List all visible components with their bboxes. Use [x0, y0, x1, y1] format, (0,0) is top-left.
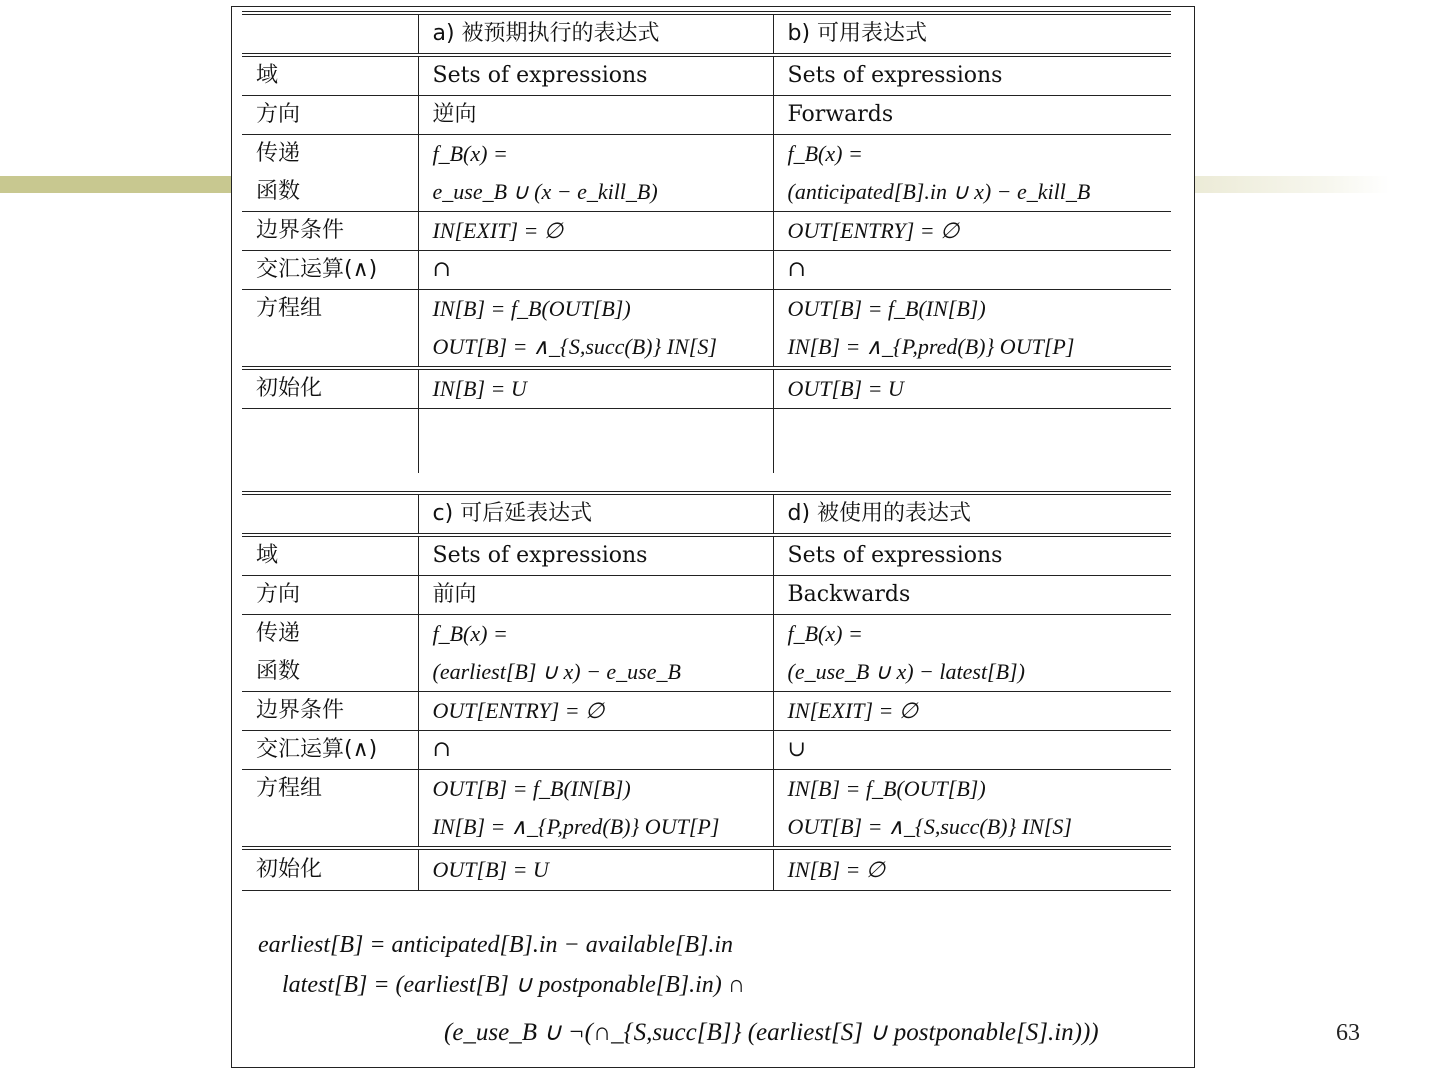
header-empty — [242, 493, 418, 535]
row-label — [242, 135, 418, 212]
spacer-cell — [418, 409, 773, 474]
table-row — [242, 135, 1171, 212]
cell-d: ∪ — [773, 731, 1171, 770]
cell-a: IN[EXIT] = ∅ — [418, 212, 773, 251]
table-row — [242, 770, 1171, 849]
table-row — [242, 290, 1171, 369]
header-col-c: c) 可后延表达式 — [418, 493, 773, 535]
row-label: 交汇运算(∧) — [242, 251, 418, 290]
table-row — [242, 576, 1171, 615]
cell-a: Sets of expressions — [418, 55, 773, 96]
formula-line: f_B(x) = — [787, 141, 863, 166]
decorative-bar-right — [1195, 176, 1390, 193]
page-number: 63 — [1336, 1020, 1360, 1046]
header-col-d: d) 被使用的表达式 — [773, 493, 1171, 535]
cell-b: OUT[B] = U — [773, 368, 1171, 409]
formula-line: f_B(x) = — [787, 621, 863, 646]
slide-figure — [231, 6, 1195, 1068]
row-label — [242, 615, 418, 692]
cell-b: Forwards — [773, 96, 1171, 135]
cell-c: ∩ — [418, 731, 773, 770]
formula-line: (anticipated[B].in ∪ x) − e_kill_B — [787, 179, 1091, 204]
row-label: 方程组 — [242, 290, 418, 369]
equation-latest: latest[B] = (earliest[B] ∪ postponable[B].in) ∩ — [282, 972, 746, 998]
cell-d: IN[EXIT] = ∅ — [773, 692, 1171, 731]
cell-c: 前向 — [418, 576, 773, 615]
table-header-row — [242, 493, 1171, 535]
row-label: 交汇运算(∧) — [242, 731, 418, 770]
cell-b: OUT[ENTRY] = ∅ — [773, 212, 1171, 251]
spacer-cell — [242, 409, 418, 474]
row-label-line: 传递 — [256, 621, 301, 646]
header-empty — [242, 13, 418, 55]
spacer-cell — [773, 409, 1171, 474]
cell-c: OUT[B] = U — [418, 848, 773, 891]
footer-equations — [258, 925, 1099, 1053]
row-label: 初始化 — [242, 848, 418, 891]
decorative-bar-left — [0, 176, 240, 193]
cell-d — [773, 770, 1171, 849]
cell-c — [418, 615, 773, 692]
table-row — [242, 212, 1171, 251]
formula-line: IN[B] = f_B(OUT[B]) — [787, 776, 986, 801]
table-header-row — [242, 13, 1171, 55]
table-row — [242, 96, 1171, 135]
formula-line: IN[B] = ∧_{P,pred(B)} OUT[P] — [432, 814, 720, 839]
formula-line: e_use_B ∪ (x − e_kill_B) — [432, 179, 658, 204]
formula-line: OUT[B] = ∧_{S,succ(B)} IN[S] — [432, 334, 717, 359]
table-row — [242, 615, 1171, 692]
formula-line: f_B(x) = — [432, 141, 508, 166]
table-row — [242, 535, 1171, 576]
row-label: 域 — [242, 55, 418, 96]
table-row — [242, 368, 1171, 409]
table-spacer-row — [242, 409, 1171, 474]
row-label: 边界条件 — [242, 692, 418, 731]
table-row — [242, 251, 1171, 290]
formula-line: IN[B] = f_B(OUT[B]) — [432, 296, 631, 321]
row-label-line: 传递 — [256, 141, 301, 166]
formula-line: IN[B] = ∧_{P,pred(B)} OUT[P] — [787, 334, 1075, 359]
row-label: 边界条件 — [242, 212, 418, 251]
cell-c: Sets of expressions — [418, 535, 773, 576]
cell-a: 逆向 — [418, 96, 773, 135]
cell-d — [773, 615, 1171, 692]
table-row — [242, 731, 1171, 770]
row-label: 方向 — [242, 96, 418, 135]
formula-line: (earliest[B] ∪ x) − e_use_B — [432, 659, 681, 684]
equation-latest-continued: (e_use_B ∪ ¬(∩_{S,succ[B]} (earliest[S] ∪ postponable[S].in))) — [444, 1019, 1099, 1046]
row-label-line: 函数 — [256, 659, 301, 684]
cell-d: IN[B] = ∅ — [773, 848, 1171, 891]
formula-line: OUT[B] = f_B(IN[B]) — [432, 776, 631, 801]
row-label: 域 — [242, 535, 418, 576]
row-label: 方程组 — [242, 770, 418, 849]
dataflow-table-bottom — [242, 491, 1171, 891]
cell-d: Sets of expressions — [773, 535, 1171, 576]
formula-line: OUT[B] = ∧_{S,succ(B)} IN[S] — [787, 814, 1072, 839]
equation-earliest: earliest[B] = anticipated[B].in − available[B].in — [258, 932, 734, 958]
row-label: 初始化 — [242, 368, 418, 409]
header-col-b: b) 可用表达式 — [773, 13, 1171, 55]
dataflow-table-top — [242, 11, 1171, 473]
cell-b: Sets of expressions — [773, 55, 1171, 96]
cell-a: ∩ — [418, 251, 773, 290]
formula-line: OUT[B] = f_B(IN[B]) — [787, 296, 986, 321]
row-label: 方向 — [242, 576, 418, 615]
cell-b: ∩ — [773, 251, 1171, 290]
cell-b — [773, 135, 1171, 212]
table-row — [242, 848, 1171, 891]
table-row — [242, 55, 1171, 96]
table-row — [242, 692, 1171, 731]
cell-a — [418, 135, 773, 212]
row-label-line: 函数 — [256, 179, 301, 204]
cell-c — [418, 770, 773, 849]
formula-line: f_B(x) = — [432, 621, 508, 646]
header-col-a: a) 被预期执行的表达式 — [418, 13, 773, 55]
cell-b — [773, 290, 1171, 369]
cell-a: IN[B] = U — [418, 368, 773, 409]
cell-d: Backwards — [773, 576, 1171, 615]
cell-c: OUT[ENTRY] = ∅ — [418, 692, 773, 731]
cell-a — [418, 290, 773, 369]
formula-line: (e_use_B ∪ x) − latest[B]) — [787, 659, 1025, 684]
